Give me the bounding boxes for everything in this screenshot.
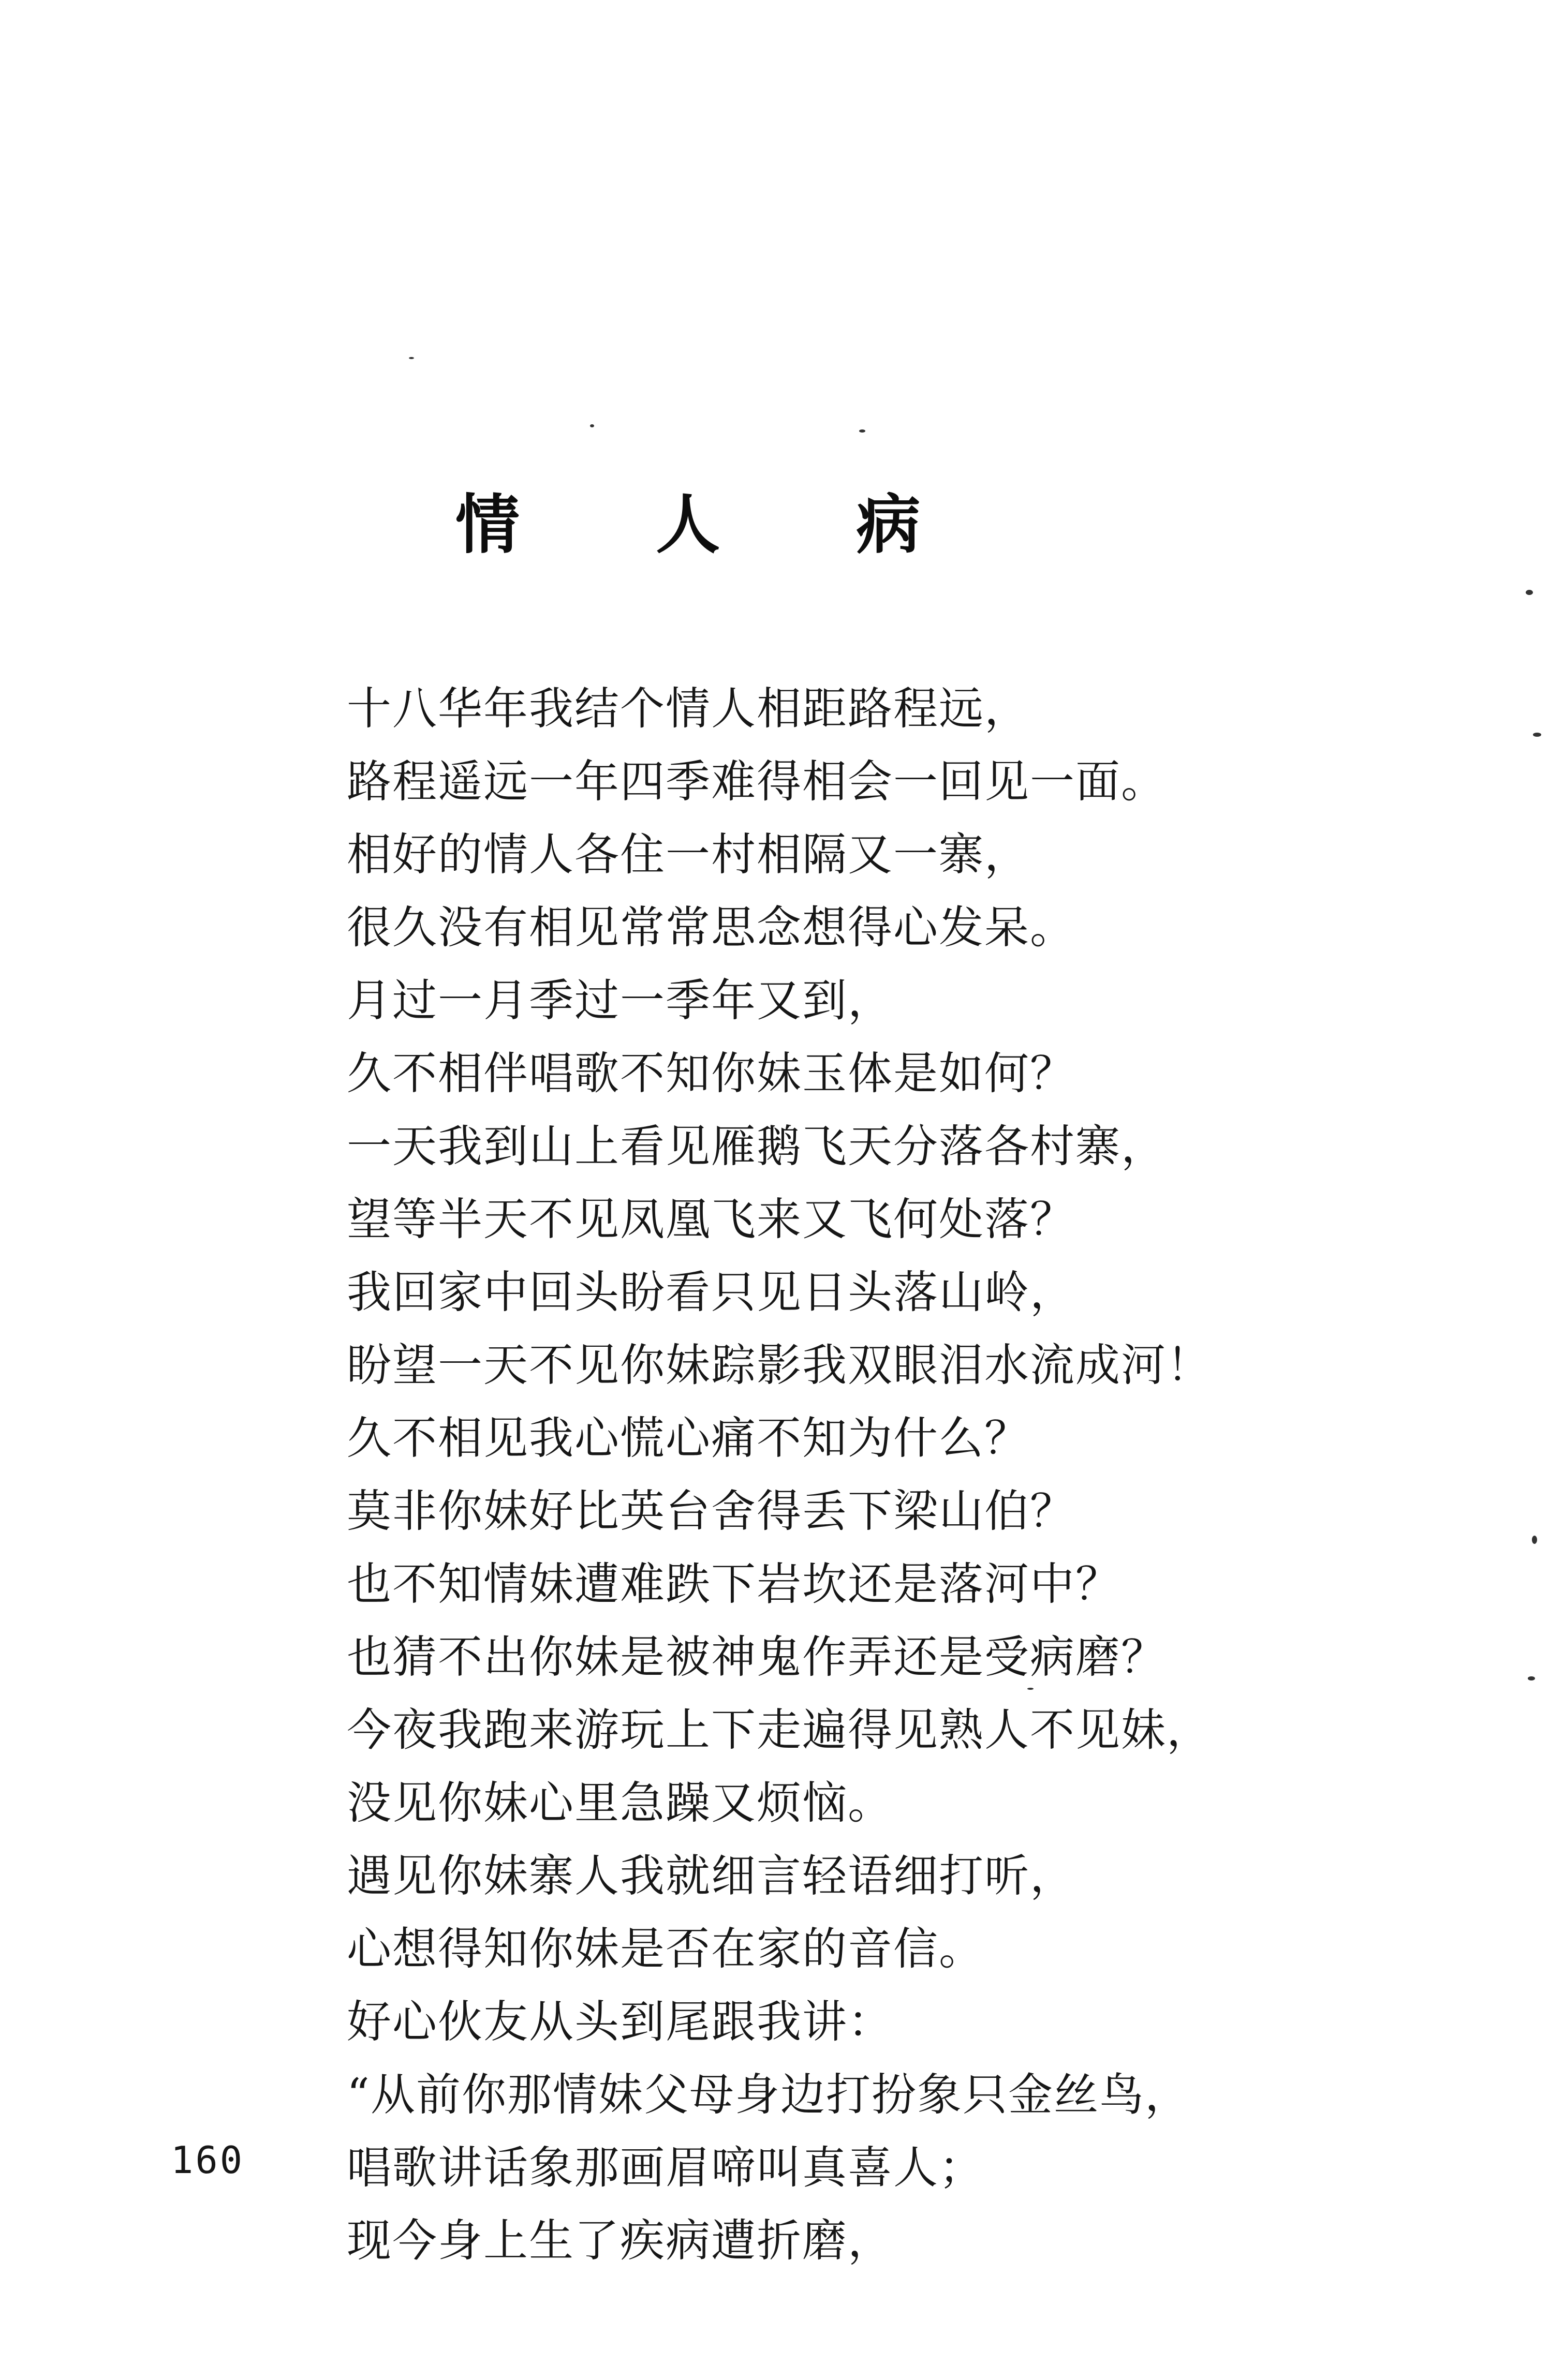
poem-line: 心想得知你妹是否在家的音信。 [347, 1923, 984, 1975]
poem-line: 月过一月季过一季年又到， [347, 975, 893, 1027]
poem-line: 也不知情妹遭难跌下岩坎还是落河中？ [347, 1558, 1121, 1610]
poem-line: 也猜不出你妹是被神鬼作弄还是受病磨？ [347, 1631, 1167, 1683]
poem-line: 我回家中回头盼看只见日头落山岭， [347, 1267, 1075, 1318]
poem-line: 唱歌讲话象那画眉啼叫真喜人； [347, 2142, 984, 2194]
scan-speck [590, 424, 594, 427]
scan-speck [1532, 1536, 1537, 1544]
poem-line: 盼望一天不见你妹踪影我双眼泪水流成河！ [347, 1340, 1212, 1391]
scan-speck [409, 357, 414, 359]
poem-line: “从前你那情妹父母身边打扮象只金丝鸟， [347, 2069, 1190, 2121]
poem-line: 今夜我跑来游玩上下走遍得见熟人不见妹， [347, 1704, 1212, 1756]
poem-line: 望等半天不见凤凰飞来又飞何处落？ [347, 1194, 1075, 1245]
scan-speck [1528, 1676, 1535, 1680]
poem-title: 情 人 病 [455, 487, 978, 562]
scan-speck [1526, 590, 1533, 595]
poem-line: 没见你妹心里急躁又烦恼。 [347, 1777, 893, 1829]
page-number: 160 [171, 2138, 245, 2182]
scan-speck [859, 429, 865, 433]
poem-line: 相好的情人各住一村相隔又一寨， [347, 829, 1030, 881]
scan-speck [1533, 733, 1541, 737]
poem-line: 路程遥远一年四季难得相会一回见一面。 [347, 756, 1167, 808]
poem-line: 很久没有相见常常思念想得心发呆。 [347, 902, 1075, 954]
poem-line: 久不相伴唱歌不知你妹玉体是如何？ [347, 1048, 1075, 1099]
poem-body [347, 673, 1537, 2278]
poem-line: 莫非你妹好比英台舍得丢下梁山伯？ [347, 1485, 1075, 1537]
scan-speck [1027, 1688, 1034, 1690]
poem-line: 好心伙友从头到尾跟我讲： [347, 1996, 893, 2048]
poem-line: 久不相见我心慌心痛不知为什么？ [347, 1412, 1030, 1464]
poem-line: 十八华年我结个情人相距路程远， [347, 683, 1030, 735]
poem-line: 一天我到山上看见雁鹅飞天分落各村寨， [347, 1121, 1167, 1172]
poem-line: 现今身上生了疾病遭折磨， [347, 2215, 893, 2267]
poem-line: 遇见你妹寨人我就细言轻语细打听， [347, 1850, 1075, 1902]
